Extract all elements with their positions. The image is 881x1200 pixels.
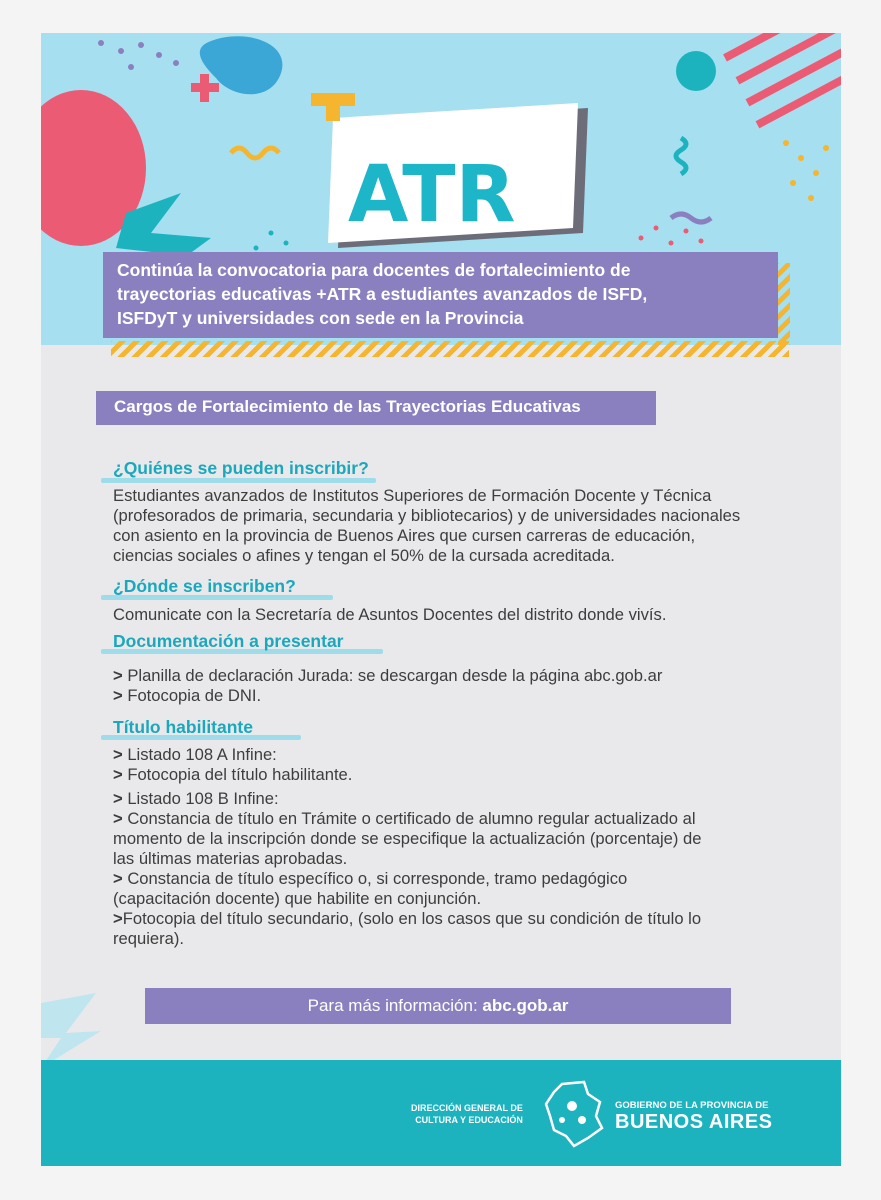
footer-org-right bbox=[615, 1100, 773, 1134]
who-line: (profesorados de primaria, secundaria y bibliotecarios) y de universidades nacionales bbox=[113, 506, 741, 525]
where-heading: ¿Dónde se inscriben? bbox=[113, 576, 296, 596]
list-item: > Constancia de título en Trámite o certificado de alumno regular actualizado al bbox=[113, 809, 696, 828]
list-item: > Planilla de declaración Jurada: se descargan desde la página abc.gob.ar bbox=[113, 666, 663, 685]
hatch-stripe-bottom bbox=[111, 341, 789, 357]
hero-header bbox=[41, 33, 841, 345]
more-info-link[interactable]: abc.gob.ar bbox=[482, 996, 569, 1015]
list-item-cont: (capacitación docente) que habilite en conjunción. bbox=[113, 889, 482, 908]
docs-list bbox=[113, 666, 662, 706]
headline-line-1: Continúa la convocatoria para docentes de fortalecimiento de bbox=[117, 260, 631, 280]
more-info-label: Para más información: bbox=[307, 996, 478, 1015]
footer-right-small: GOBIERNO DE LA PROVINCIA DE bbox=[615, 1100, 769, 1111]
list-item: > Fotocopia de DNI. bbox=[113, 686, 262, 705]
list-item-cont: requiera). bbox=[113, 929, 185, 948]
who-text bbox=[113, 486, 740, 566]
who-line: con asiento en la provincia de Buenos Aires que cursen carreras de educación, bbox=[113, 526, 696, 545]
list-item: > Constancia de título específico o, si corresponde, tramo pedagógico bbox=[113, 869, 628, 888]
section-title: Cargos de Fortalecimiento de las Trayectorias Educativas bbox=[114, 397, 581, 416]
poster bbox=[41, 33, 841, 1166]
list-item: > Listado 108 A Infine: bbox=[113, 745, 277, 764]
who-line: Estudiantes avanzados de Institutos Superiores de Formación Docente y Técnica bbox=[113, 486, 712, 505]
headline-line-2: trayectorias educativas +ATR a estudiantes avanzados de ISFD, bbox=[117, 284, 648, 304]
logo-text: ATR bbox=[348, 150, 516, 240]
where-text bbox=[113, 605, 666, 625]
section-title-bar bbox=[96, 391, 656, 425]
footer-left-line-2: CULTURA Y EDUCACIÓN bbox=[415, 1115, 523, 1125]
footer-org-left bbox=[411, 1102, 523, 1126]
atr-logo bbox=[303, 93, 595, 263]
list-item: > Listado 108 B Infine: bbox=[113, 789, 279, 808]
hatch-stripe-right bbox=[778, 263, 790, 345]
headline-line-3: ISFDyT y universidades con sede en la Provincia bbox=[117, 308, 524, 328]
headline-banner bbox=[103, 252, 778, 338]
who-line: ciencias sociales o afines y tengan el 50% de la cursada acreditada. bbox=[113, 546, 615, 565]
docs-heading: Documentación a presentar bbox=[113, 631, 344, 651]
footer-left-line-1: DIRECCIÓN GENERAL DE bbox=[411, 1103, 523, 1113]
list-item-cont: momento de la inscripción donde se especifique la actualización (porcentaje) de bbox=[113, 829, 702, 848]
who-heading: ¿Quiénes se pueden inscribir? bbox=[113, 458, 369, 478]
list-item: > Fotocopia del título habilitante. bbox=[113, 765, 353, 784]
where-line: Comunicate con la Secretaría de Asuntos Docentes del distrito donde vivís. bbox=[113, 605, 667, 624]
footer bbox=[41, 1060, 841, 1166]
list-item: >Fotocopia del título secundario, (solo en los casos que su condición de título lo bbox=[113, 909, 702, 928]
title-heading: Título habilitante bbox=[113, 717, 253, 737]
province-map-logo bbox=[544, 1080, 604, 1148]
more-info-bar bbox=[145, 988, 731, 1024]
title-list bbox=[113, 745, 702, 949]
footer-right-big: BUENOS AIRES bbox=[615, 1111, 773, 1133]
list-item-cont: las últimas materias aprobadas. bbox=[113, 849, 348, 868]
